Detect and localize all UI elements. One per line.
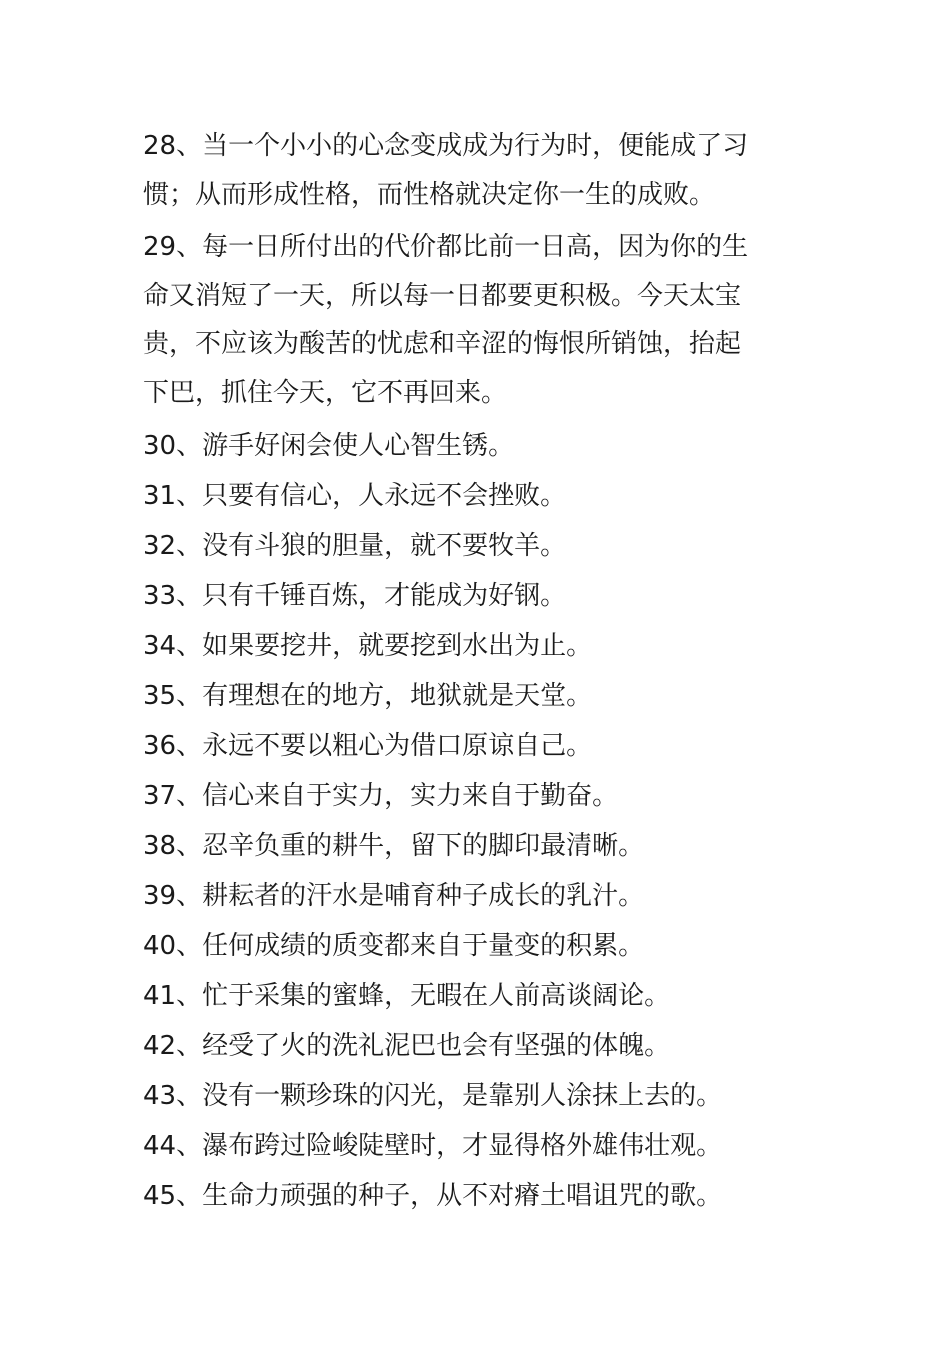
quote-item-31 — [143, 471, 783, 521]
quote-line: 31、只要有信心，人永远不会挫败。 — [143, 481, 567, 511]
quote-line: 38、忍辛负重的耕牛，留下的脚印最清晰。 — [143, 831, 645, 861]
quote-line: 命又消短了一天，所以每一日都要更积极。今天太宝 — [143, 280, 742, 311]
quote-line: 下巴，抓住今天，它不再回来。 — [143, 377, 508, 408]
quote-line: 33、只有千锤百炼，才能成为好钢。 — [143, 581, 567, 611]
quote-list — [143, 122, 783, 1221]
quote-line: 32、没有斗狼的胆量，就不要牧羊。 — [143, 531, 567, 561]
quote-item-38 — [143, 821, 783, 871]
quote-item-32 — [143, 521, 783, 571]
quote-item-39 — [143, 871, 783, 921]
quote-line: 37、信心来自于实力，实力来自于勤奋。 — [143, 781, 619, 811]
quote-item-40 — [143, 921, 783, 971]
quote-line: 贵，不应该为酸苦的忧虑和辛涩的悔恨所销蚀，抬起 — [143, 329, 742, 359]
quote-line: 45、生命力顽强的种子，从不对瘠土唱诅咒的歌。 — [143, 1181, 723, 1211]
quote-item-41 — [143, 971, 783, 1021]
quote-line: 35、有理想在的地方，地狱就是天堂。 — [143, 681, 593, 711]
quote-line: 36、永远不要以粗心为借口原谅自己。 — [143, 731, 593, 761]
quote-line: 41、忙于采集的蜜蜂，无暇在人前高谈阔论。 — [143, 981, 671, 1011]
quote-item-45 — [143, 1171, 783, 1221]
quote-item-36 — [143, 721, 783, 771]
quote-line: 44、瀑布跨过险峻陡壁时，才显得格外雄伟壮观。 — [143, 1131, 723, 1161]
quote-line: 28、当一个小小的心念变成成为行为时，便能成了习 — [143, 131, 749, 161]
quote-item-33 — [143, 571, 783, 621]
quote-line: 42、经受了火的洗礼泥巴也会有坚强的体魄。 — [143, 1031, 671, 1061]
quote-item-28 — [143, 122, 783, 219]
quote-line: 29、每一日所付出的代价都比前一日高，因为你的生 — [143, 232, 749, 262]
quote-item-29 — [143, 223, 783, 417]
quote-item-30 — [143, 421, 783, 471]
quote-item-34 — [143, 621, 783, 671]
quote-item-35 — [143, 671, 783, 721]
quote-line: 30、游手好闲会使人心智生锈。 — [143, 431, 515, 461]
quote-item-42 — [143, 1021, 783, 1071]
quote-line: 39、耕耘者的汗水是哺育种子成长的乳汁。 — [143, 881, 645, 911]
quote-line: 40、任何成绩的质变都来自于量变的积累。 — [143, 931, 645, 961]
quote-item-43 — [143, 1071, 783, 1121]
quote-line: 惯；从而形成性格，而性格就决定你一生的成败。 — [143, 179, 716, 210]
quote-line: 43、没有一颗珍珠的闪光，是靠别人涂抹上去的。 — [143, 1081, 723, 1111]
quote-item-44 — [143, 1121, 783, 1171]
quote-line: 34、如果要挖井，就要挖到水出为止。 — [143, 631, 593, 661]
quote-item-37 — [143, 771, 783, 821]
